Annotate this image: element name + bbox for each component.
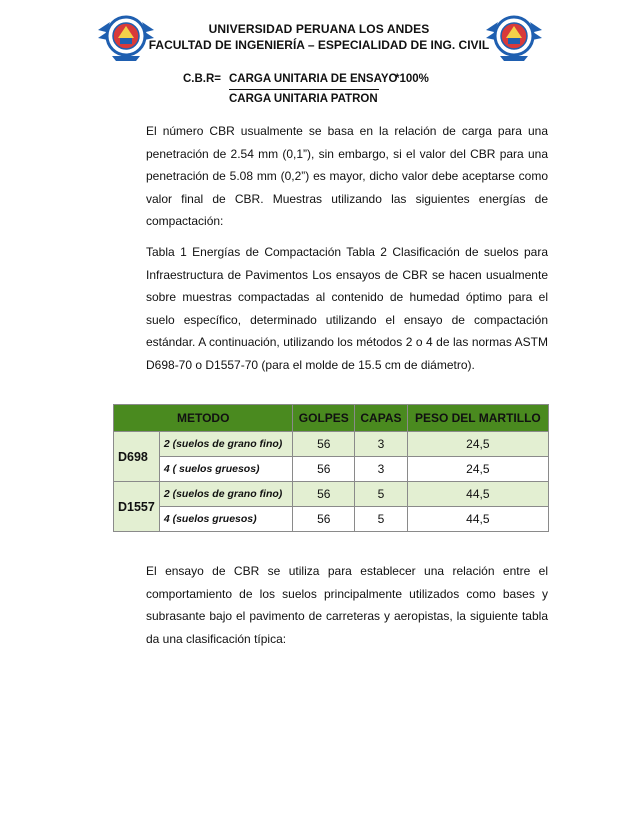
peso-cell: 44,5 [407, 482, 548, 507]
fraction-bar [229, 89, 379, 90]
table-row [114, 432, 549, 457]
formula-multiplier: *100% [395, 73, 429, 85]
capas-cell: 3 [355, 432, 408, 457]
formula-lhs: C.B.R= [183, 73, 222, 85]
paragraph-intro: El número CBR usualmente se basa en la relación de carga para una penetración de 2.54 mm (0,1”), sin embargo, si el valor del CBR para una penetración de 5.08 mm (0,2”) es mayor, dicho valor debe aceptarse como valor final de CBR. Muestras utilizando las siguientes energías de compactación: [146, 124, 548, 228]
university-seal-icon [96, 8, 156, 64]
faculty-name: FACULTAD DE INGENIERÍA – ESPECIALIDAD DE ING. CIVIL [148, 38, 490, 52]
formula-denominator: CARGA UNITARIA PATRON [229, 93, 378, 105]
university-name: UNIVERSIDAD PERUANA LOS ANDES [208, 22, 430, 36]
golpes-cell: 56 [293, 482, 355, 507]
method-code: D698 [114, 432, 160, 482]
capas-cell: 3 [355, 457, 408, 482]
header-capas: CAPAS [355, 405, 408, 432]
formula-numerator: CARGA UNITARIA DE ENSAYO [229, 73, 398, 85]
method-desc: 2 (suelos de grano fino) [159, 482, 293, 507]
compaction-table [113, 404, 549, 532]
method-desc: 2 (suelos de grano fino) [159, 432, 293, 457]
method-code: D1557 [114, 482, 160, 532]
method-desc: 4 ( suelos gruesos) [159, 457, 293, 482]
method-desc: 4 (suelos gruesos) [159, 507, 293, 532]
header-metodo: METODO [114, 405, 293, 432]
golpes-cell: 56 [293, 457, 355, 482]
golpes-cell: 56 [293, 432, 355, 457]
faculty-seal-icon [484, 8, 544, 64]
paragraph-tables: Tabla 1 Energías de Compactación Tabla 2 Clasificación de suelos para Infraestructura de Pavimentos Los ensayos de CBR se hacen usualmente sobre muestras compactadas al contenido de humedad óptimo para el suelo específico, determinado utilizando el ensayo de compactación estándar. A continuación, utilizando los métodos 2 o 4 de las normas ASTM D698-70 o D1557-70 (para el molde de 15.5 cm de diámetro). [146, 245, 548, 372]
golpes-cell: 56 [293, 507, 355, 532]
peso-cell: 24,5 [407, 457, 548, 482]
table-row [114, 507, 549, 532]
table-header-row [114, 405, 549, 432]
header-peso: PESO DEL MARTILLO [407, 405, 548, 432]
capas-cell: 5 [355, 482, 408, 507]
paragraph-cbr-usage: El ensayo de CBR se utiliza para establecer una relación entre el comportamiento de los suelos principalmente utilizados como bases y subrasante bajo el pavimento de carreteras y aeropistas, la siguiente tabla da una clasificación típica: [146, 564, 548, 646]
header-golpes: GOLPES [293, 405, 355, 432]
table-row [114, 457, 549, 482]
peso-cell: 24,5 [407, 432, 548, 457]
peso-cell: 44,5 [407, 507, 548, 532]
table-row [114, 482, 549, 507]
page-header [0, 0, 638, 80]
capas-cell: 5 [355, 507, 408, 532]
